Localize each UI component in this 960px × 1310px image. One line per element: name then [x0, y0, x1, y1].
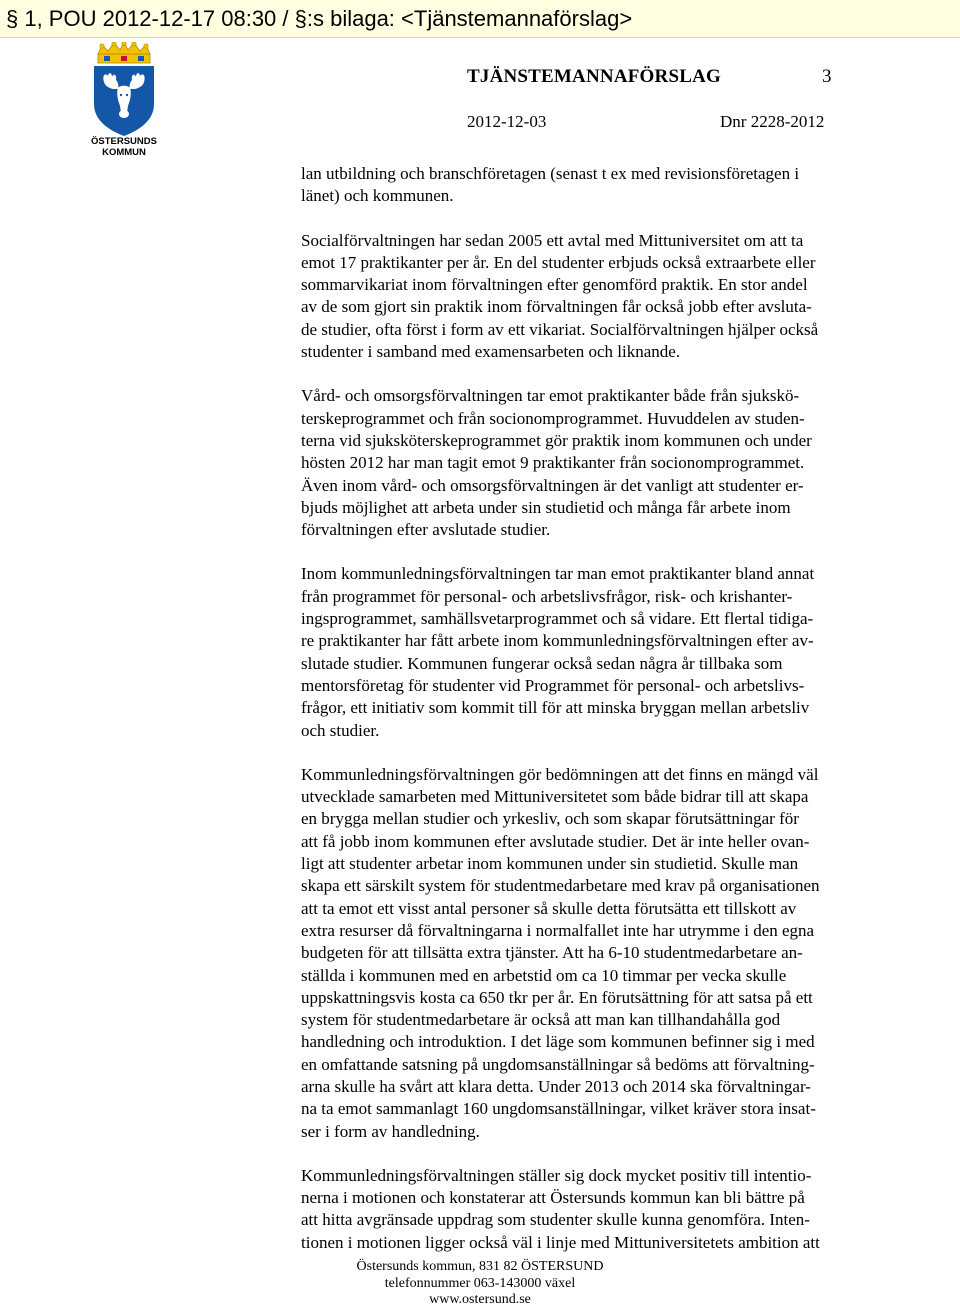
text-line: slutade studier. Kommunen fungerar också sedan några år tillbaka som: [301, 653, 783, 673]
text-line: av de som gjort sin praktik inom förvaltningen får också jobb efter avsluta-: [301, 297, 812, 317]
page-number: 3: [822, 66, 832, 87]
footer-address: Östersunds kommun, 831 82 ÖSTERSUND: [356, 1259, 604, 1274]
text-line: Vård- och omsorgsförvaltningen tar emot praktikanter både från sjukskö-: [301, 386, 800, 406]
document-date: 2012-12-03: [467, 112, 547, 131]
text-line: extra resurser då förvaltningarna i normalfallet inte har utrymme i den egna: [301, 920, 815, 940]
text-line: lan utbildning och branschföretagen (senast t ex med revisionsföretagen i: [301, 164, 800, 183]
text-line: Kommunledningsförvaltningen ställer sig dock mycket positiv till intentio-: [301, 1165, 812, 1185]
paragraph: [301, 764, 893, 1143]
text-line: att hitta avgränsade uppdrag som studenter skulle kunna genomföra. Inten-: [301, 1210, 810, 1230]
text-line: arna skulle ha svårt att klara detta. Under 2013 och 2014 ska förvaltningar-: [301, 1076, 811, 1096]
text-line: att ta emot ett visst antal personer så skulle detta förutsätta ett tillskott av: [301, 898, 797, 918]
text-line: Inom kommunledningsförvaltningen tar man emot praktikanter bland annat: [301, 564, 815, 584]
document-reference-number: Dnr 2228-2012: [720, 112, 825, 131]
text-line: utvecklade samarbeten med Mittuniversitetet som både bidrar till att skapa: [301, 787, 809, 807]
footer-phone: telefonnummer 063-143000 växel: [384, 1275, 576, 1291]
text-line: ställda i kommunen med en arbetstid om ca 10 timmar per vecka skulle: [301, 965, 787, 985]
logo-wordmark: [84, 136, 164, 158]
text-line: Även inom vård- och omsorgsförvaltningen är det vanligt att studenter er-: [301, 475, 804, 495]
text-line: tionen i motionen ligger också väl i linje med Mittuniversitetets ambition att: [301, 1232, 820, 1252]
text-line: från programmet för personal- och arbetslivsfrågor, risk- och krishanter-: [301, 586, 793, 606]
text-line: terna vid sjuksköterskeprogrammet gör praktik inom kommunen och under: [301, 430, 812, 450]
text-line: Socialförvaltningen har sedan 2005 ett avtal med Mittuniversitet om att ta: [301, 230, 804, 250]
text-line: förvaltningen efter avslutade studier.: [301, 520, 551, 540]
text-line: frågor, ett initiativ som kommit till för att minska bryggan mellan arbetsliv: [301, 698, 810, 718]
footer-website: www.ostersund.se: [429, 1292, 531, 1307]
text-line: länet) och kommunen.: [301, 186, 454, 206]
text-line: re praktikanter har fått arbete inom kommunledningsförvaltningen efter av-: [301, 631, 814, 651]
text-line: en omfattande satsning på ungdomsanställningar så bedöms att förvaltning-: [301, 1054, 815, 1074]
paragraph: [301, 230, 893, 364]
text-line: hösten 2012 har man tagit emot 9 praktikanter från socionomprogrammet.: [301, 453, 805, 473]
viewer-bar-label: § 1, POU 2012-12-17 08:30 / §:s bilaga: <Tjänstemannaförslag>: [6, 6, 633, 31]
text-line: mentorsföretag för studenter vid Programmet för personal- och arbetslivs-: [301, 675, 805, 695]
text-line: bjuds möjlighet att arbeta under sin studietid och många får arbete inom: [301, 497, 791, 517]
page-footer: [260, 1259, 700, 1309]
text-line: handledning och introduktion. I det läge som kommunen befinner sig i med: [301, 1032, 815, 1052]
document-type-heading: TJÄNSTEMANNAFÖRSLAG: [467, 66, 721, 87]
text-line: Kommunledningsförvaltningen gör bedömningen att det finns en mängd väl: [301, 764, 819, 784]
text-line: budgeten för att tillsätta extra tjänster. Att ha 6-10 studentmedarbetare an-: [301, 943, 803, 963]
text-line: uppskattningsvis kosta ca 650 tkr per år. En förutsättning för att satsa på ett: [301, 987, 813, 1007]
paragraph: [301, 563, 893, 741]
text-line: na ta emot sammanlagt 160 ungdomsanställningar, vilket kräver stora insat-: [301, 1099, 816, 1119]
text-line: terskeprogrammet och från socionomprogrammet. Huvuddelen av studen-: [301, 408, 805, 428]
text-line: skapa ett särskilt system för studentmedarbetare med krav på organisationen: [301, 876, 820, 896]
viewer-bar: [0, 0, 960, 38]
text-line: och studier.: [301, 720, 380, 740]
document-body: [301, 163, 893, 1276]
text-line: en brygga mellan studier och yrkesliv, och som skapar förutsättningar för: [301, 809, 799, 829]
text-line: de studier, ofta först i form av ett vikariat. Socialförvaltningen hjälper också: [301, 319, 819, 339]
text-line: ingsprogrammet, samhällsvetarprogrammet och så vidare. Ett flertal tidiga-: [301, 609, 814, 629]
text-line: sommarvikariat inom förvaltningen efter genomförd praktik. En stor andel: [301, 275, 808, 295]
text-line: system för studentmedarbetare är också att man kan tillhandahålla god: [301, 1010, 781, 1030]
paragraph: [301, 1165, 893, 1254]
text-line: studenter i samband med examensarbeten och liknande.: [301, 342, 681, 362]
crown-icon: [98, 42, 150, 63]
text-line: ser i form av handledning.: [301, 1121, 480, 1141]
text-line: att få jobb inom kommunen efter avslutade studier. Det är inte heller ovan-: [301, 831, 810, 851]
paragraph: [301, 385, 893, 541]
logo-wordmark-line2: KOMMUN: [102, 147, 146, 158]
text-line: nerna i motionen och konstaterar att Östersunds kommun kan bli bättre på: [301, 1188, 805, 1208]
text-line: ligt att studenter arbetar inom kommunen under sin studietid. Skulle man: [301, 854, 799, 874]
paragraph: [301, 163, 893, 208]
text-line: emot 17 praktikanter per år. En del studenter erbjuds också extraarbete eller: [301, 252, 816, 272]
logo-wordmark-line1: ÖSTERSUNDS: [91, 136, 157, 147]
